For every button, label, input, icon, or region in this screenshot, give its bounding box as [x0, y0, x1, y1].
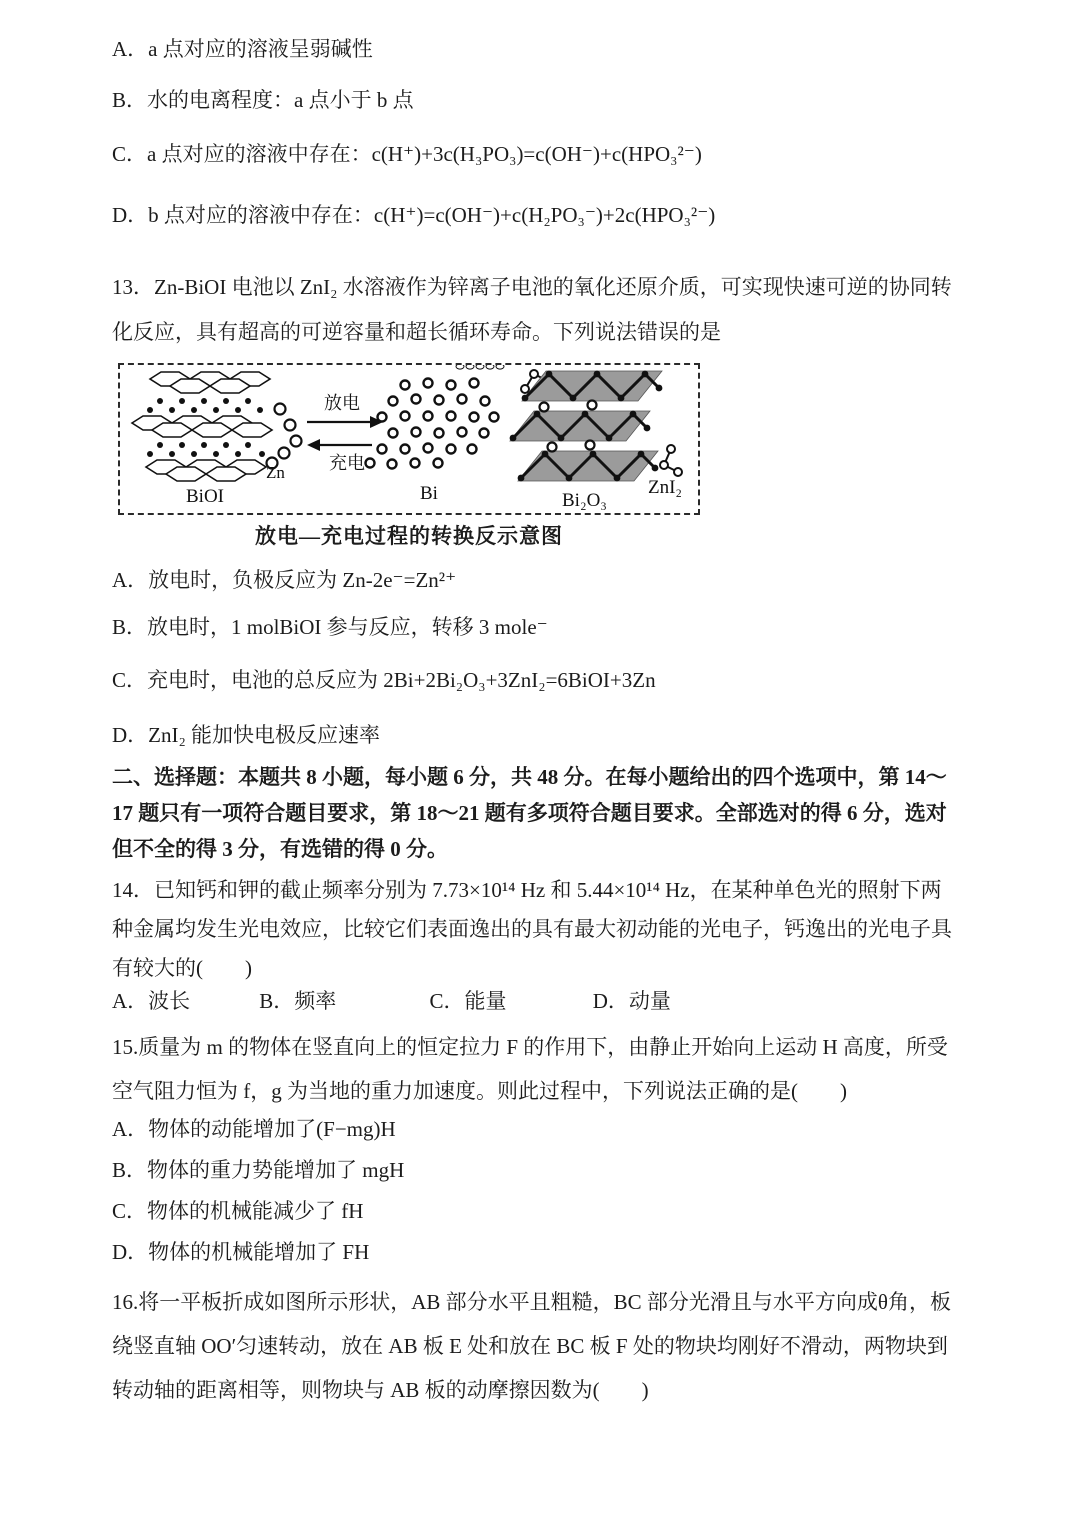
question-13 — [112, 265, 980, 749]
option-14c: C．能量 — [429, 989, 507, 1013]
section-2-line2: 17 题只有一项符合题目要求，第 18～21 题有多项符合题目要求。全部选对的得 6 分，选对 — [112, 801, 947, 825]
charge-label: 充电 — [329, 453, 365, 473]
diagram-caption: 放电—充电过程的转换反示意图 — [255, 524, 563, 548]
option-13c: C．充电时，电池的总反应为 2Bi+2Bi₂O₃+3ZnI₂=6BiOI+3Zn — [112, 668, 656, 692]
question-12-options — [112, 36, 980, 229]
section-2-header — [112, 759, 980, 867]
zni2-label: ZnI₂ — [648, 477, 683, 498]
charge-arrow-icon — [307, 439, 372, 473]
question-14 — [112, 871, 980, 1015]
bi-label: Bi — [420, 483, 438, 504]
option-15c: C．物体的机械能减少了 fH — [112, 1199, 364, 1223]
question-13-line1: 13．Zn-BiOI 电池以 ZnI₂ 水溶液作为锌离子电池的氧化还原介质，可实现快速可逆的协同转 — [112, 275, 952, 299]
question-15-line1: 15.质量为 m 的物体在竖直向上的恒定拉力 F 的作用下，由静止开始向上运动 H 高度，所受 — [112, 1035, 948, 1059]
question-15-line2: 空气阻力恒为 f，g 为当地的重力加速度。则此过程中，下列说法正确的是( ) — [112, 1079, 847, 1103]
option-12d: D．b 点对应的溶液中存在：c(H⁺)=c(OH⁻)+c(H₂PO₃⁻)+2c(HPO₃²⁻) — [112, 203, 716, 227]
option-13a: A．放电时，负极反应为 Zn-2e⁻=Zn²⁺ — [112, 568, 457, 592]
section-2-line3: 但不全的得 3 分，有选错的得 0 分。 — [112, 837, 448, 861]
bi2o3-label: Bi₂O₃ — [562, 490, 607, 511]
discharge-label: 放电 — [324, 393, 360, 413]
bioi-layer-structure — [132, 372, 302, 507]
question-16-line3: 转动轴的距离相等，则物块与 AB 板的动摩擦因数为( ) — [112, 1378, 649, 1402]
zinc-ion-circles — [267, 404, 302, 469]
section-2-line1: 二、选择题：本题共 8 小题，每小题 6 分，共 48 分。在每小题给出的四个选项中，第 14～ — [112, 765, 947, 789]
option-14d: D．动量 — [592, 989, 671, 1013]
question-16 — [112, 1280, 980, 1412]
question-14-line2: 种金属均发生光电效应，比较它们表面逸出的具有最大初动能的光电子，钙逸出的光电子具 — [112, 917, 952, 941]
zn-label: Zn — [266, 463, 285, 482]
question-14-line3: 有较大的( ) — [112, 956, 252, 980]
option-13d: D．ZnI₂ 能加快电极反应速率 — [112, 723, 381, 747]
battery-diagram-svg — [120, 365, 698, 513]
discharge-arrow-icon — [307, 393, 383, 428]
option-12b: B．水的电离程度：a 点小于 b 点 — [112, 88, 414, 112]
border-circles-decoration — [456, 365, 504, 369]
bioi-label: BiOI — [186, 486, 224, 507]
option-12c: C．a 点对应的溶液中存在：c(H⁺)+3c(H₃PO₃)=c(OH⁻)+c(HPO₃²⁻) — [112, 142, 702, 166]
option-15b: B．物体的重力势能增加了 mgH — [112, 1158, 405, 1182]
question-16-line1: 16.将一平板折成如图所示形状，AB 部分水平且粗糙，BC 部分光滑且与水平方向成θ角，板 — [112, 1290, 951, 1314]
zni2-molecule-icon-2 — [660, 445, 682, 476]
question-15 — [112, 1025, 980, 1266]
question-14-line1: 14．已知钙和钾的截止频率分别为 7.73×10¹⁴ Hz 和 5.44×10¹⁴ Hz，在某种单色光的照射下两 — [112, 878, 942, 902]
option-14a: A．波长 — [112, 989, 191, 1013]
option-13b: B．放电时，1 molBiOI 参与反应，转移 3 mole⁻ — [112, 615, 548, 639]
bi2o3-layer-structure — [510, 371, 663, 482]
option-12a: A．a 点对应的溶液呈弱碱性 — [112, 37, 373, 61]
battery-diagram — [118, 363, 700, 553]
option-15a: A．物体的动能增加了(F−mg)H — [112, 1117, 396, 1141]
option-14b: B．频率 — [259, 989, 337, 1013]
question-13-line2: 化反应，具有超高的可逆容量和超长循环寿命。下列说法错误的是 — [112, 320, 721, 344]
bi-atom-cluster — [366, 379, 499, 469]
option-15d: D．物体的机械能增加了 FH — [112, 1240, 370, 1264]
question-14-options — [112, 988, 980, 1015]
battery-diagram-box — [118, 363, 700, 515]
question-16-line2: 绕竖直轴 OO′匀速转动，放在 AB 板 E 处和放在 BC 板 F 处的物块均刚好不滑动，两物块到 — [112, 1334, 948, 1358]
